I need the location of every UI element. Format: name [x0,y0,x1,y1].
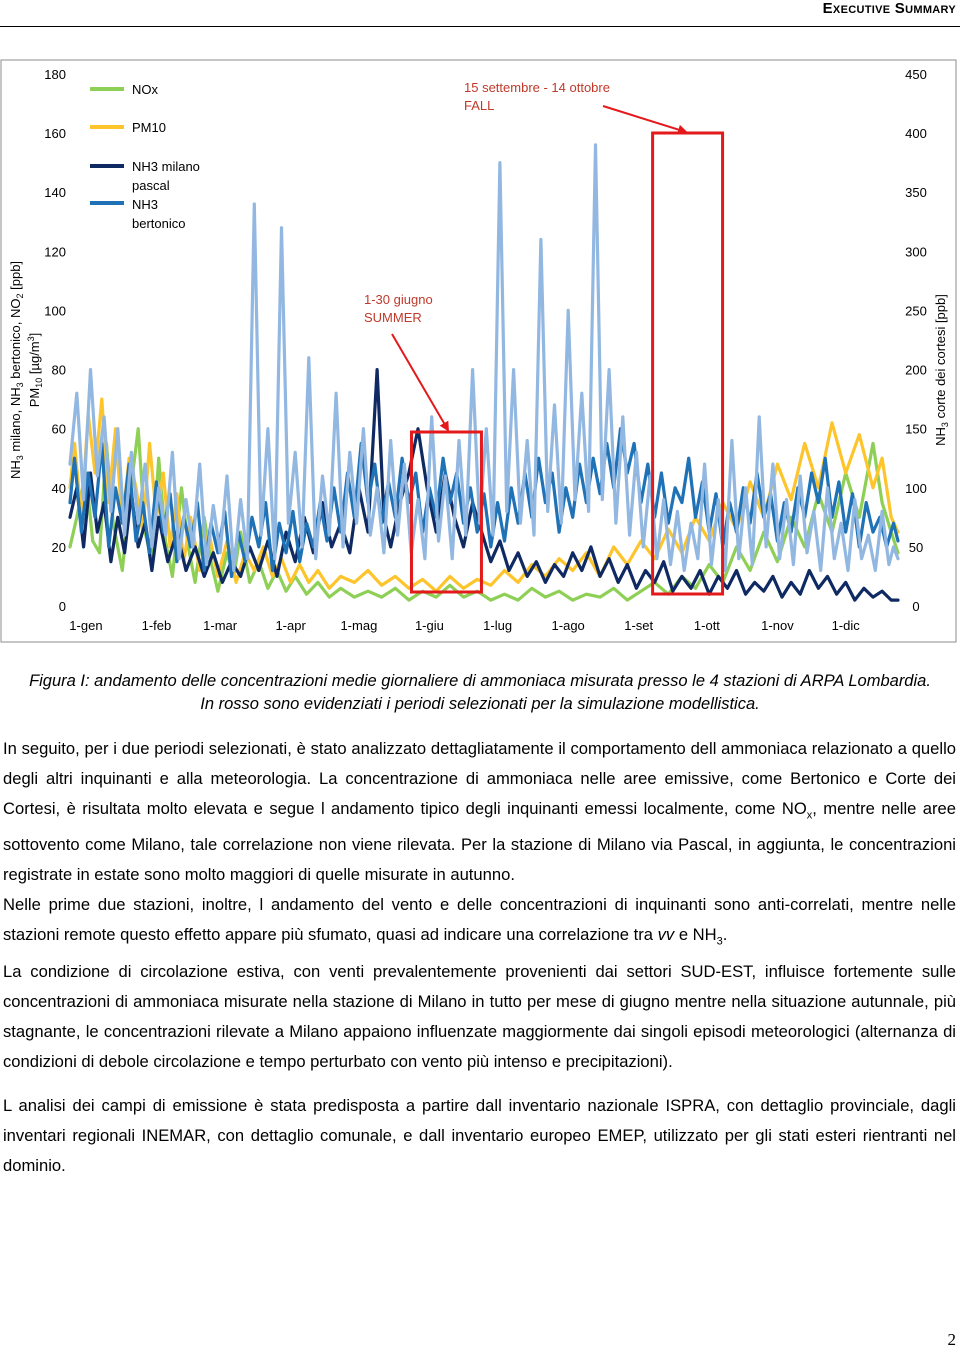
right-tick-label: 450 [905,67,927,82]
x-tick-label: 1-ago [551,618,585,633]
ammonia-line-chart [0,58,960,644]
header-title: Executive Summary [822,0,956,17]
x-tick-label: 1-mag [340,618,378,633]
right-tick-label: 50 [908,539,924,555]
x-tick-label: 1-ott [693,618,720,633]
header-rule [0,26,960,27]
right-tick-label: 250 [905,303,927,319]
paragraph-4: L analisi dei campi di emissione è stata predisposta a partire dall inventario nazionale ISPRA, con dettaglio provinciale, dagli inventari regionali INEMAR, con dettaglio comunale, e dall inventario europeo EMEP, utilizzato per gli stati esteri rientranti nel dominio. [3,1095,956,1175]
x-tick-label: 1-set [624,618,654,633]
caption-line-1: Figura I: andamento delle concentrazioni medie giornaliere di ammoniaca misurata presso le 4 stazioni di ARPA Lombardia. [29,672,931,690]
legend-label: NOx [132,82,158,97]
x-tick-label: 1-mar [203,618,238,633]
figure-caption [0,670,960,716]
left-tick-label: 100 [44,303,66,319]
left-tick-label: 0 [58,599,66,614]
right-tick-label: 350 [905,185,927,201]
summer-label-line1: 1-30 giugno [364,292,433,307]
left-tick-label: 60 [51,421,66,437]
x-tick-label: 1-gen [69,618,103,633]
body-text [3,734,956,1181]
x-tick-label: 1-giu [414,618,444,633]
page-header [0,0,960,30]
left-tick-label: 120 [44,244,66,260]
legend-label: pascal [132,178,170,193]
legend-label: PM10 [132,120,166,135]
summer-label-line2: SUMMER [364,310,422,325]
right-axis-title: $NH_3$ corte dei cortesi [ppb] [933,294,950,446]
paragraph-2 [3,890,956,956]
paragraph-2-part-2: e NH [674,925,717,945]
left-tick-label: 140 [44,185,66,201]
paragraph-2-part-1: Nelle prime due stazioni, inoltre, l andamento del vento e delle concentrazioni di inquinanti sono anti-correlati, mentre nelle stazioni remote questo effetto appare più sfumato, quasi ad indicare una correlazione tra [3,895,956,945]
nox-subscript: x [806,809,813,822]
x-tick-label: 1-dic [831,618,860,633]
paragraph-1-part-1: In seguito, per i due periodi selezionati, è stato analizzato dettagliatamente il comportamento dell ammoniaca relazionato a quello degli altri inquinanti e alla meteorologia. La concentrazione di ammoniaca nelle aree emissive, come Bertonico e Corte dei Cortesi, è risultata molto elevata e segue l andamento tipico degli inquinanti emessi localmente, come NO [3,739,956,818]
vv-italic: vv [657,925,675,945]
left-axis-title: $NH_3$ milano, $NH_3$ bertonico, $NO_2$ [ppb] [8,260,25,480]
x-tick-label: 1-apr [275,618,306,633]
x-tick-label: 1-lug [483,618,513,633]
page-number: 2 [947,1330,956,1349]
paragraph-1-part-2: , mentre nelle aree sottovento come Milano, tale correlazione non viene rilevata. Per la stazione di Milano via Pascal, in aggiunta, le concentrazioni registrate in estate sono molto maggiori di quelle misurate in autunno. [3,799,957,885]
right-tick-label: 400 [905,126,927,142]
x-tick-label: 1-feb [141,618,172,633]
fall-label-line2: FALL [464,98,495,113]
right-tick-label: 300 [905,244,927,260]
x-tick-label: 1-nov [761,618,794,633]
chart-frame [1,60,956,642]
left-axis-title-line2: $PM_{10}$ $[\mu g/m^3]$ [26,332,44,408]
left-tick-label: 40 [51,480,66,496]
left-tick-label: 80 [51,362,66,378]
right-tick-label: 150 [905,421,927,437]
right-tick-label: 0 [912,599,920,614]
caption-line-2: In rosso sono evidenziati i periodi selezionati per la simulazione modellistica. [200,695,760,713]
paragraph-2-part-3: . [722,925,728,945]
left-tick-label: 20 [51,539,66,555]
left-tick-label: 180 [44,67,66,82]
left-tick-label: 160 [44,126,66,142]
legend-label: NH3 milano [132,159,200,174]
nh3-subscript: 3 [716,935,723,948]
right-tick-label: 100 [905,480,927,496]
right-tick-label: 200 [905,362,927,378]
legend-label: NH3 [132,197,159,212]
legend-label: bertonico [132,216,186,231]
paragraph-1 [3,734,956,890]
paragraph-3: La condizione di circolazione estiva, con venti prevalentemente provenienti dai settori SUD-EST, influisce fortemente sulle concentrazioni di ammoniaca misurate nella stazione di Milano in tutto per mese di giugno mentre nella situazione autunnale, più stagnante, le concentrazioni rilevate a Milano appaiono influenzate maggiormente dai singoli episodi meteorologici (alternanza di condizioni di debole circolazione e tempo perturbato con vento più intenso e precipitazioni). [3,961,956,1071]
fall-label-line1: 15 settembre - 14 ottobre [464,80,610,95]
